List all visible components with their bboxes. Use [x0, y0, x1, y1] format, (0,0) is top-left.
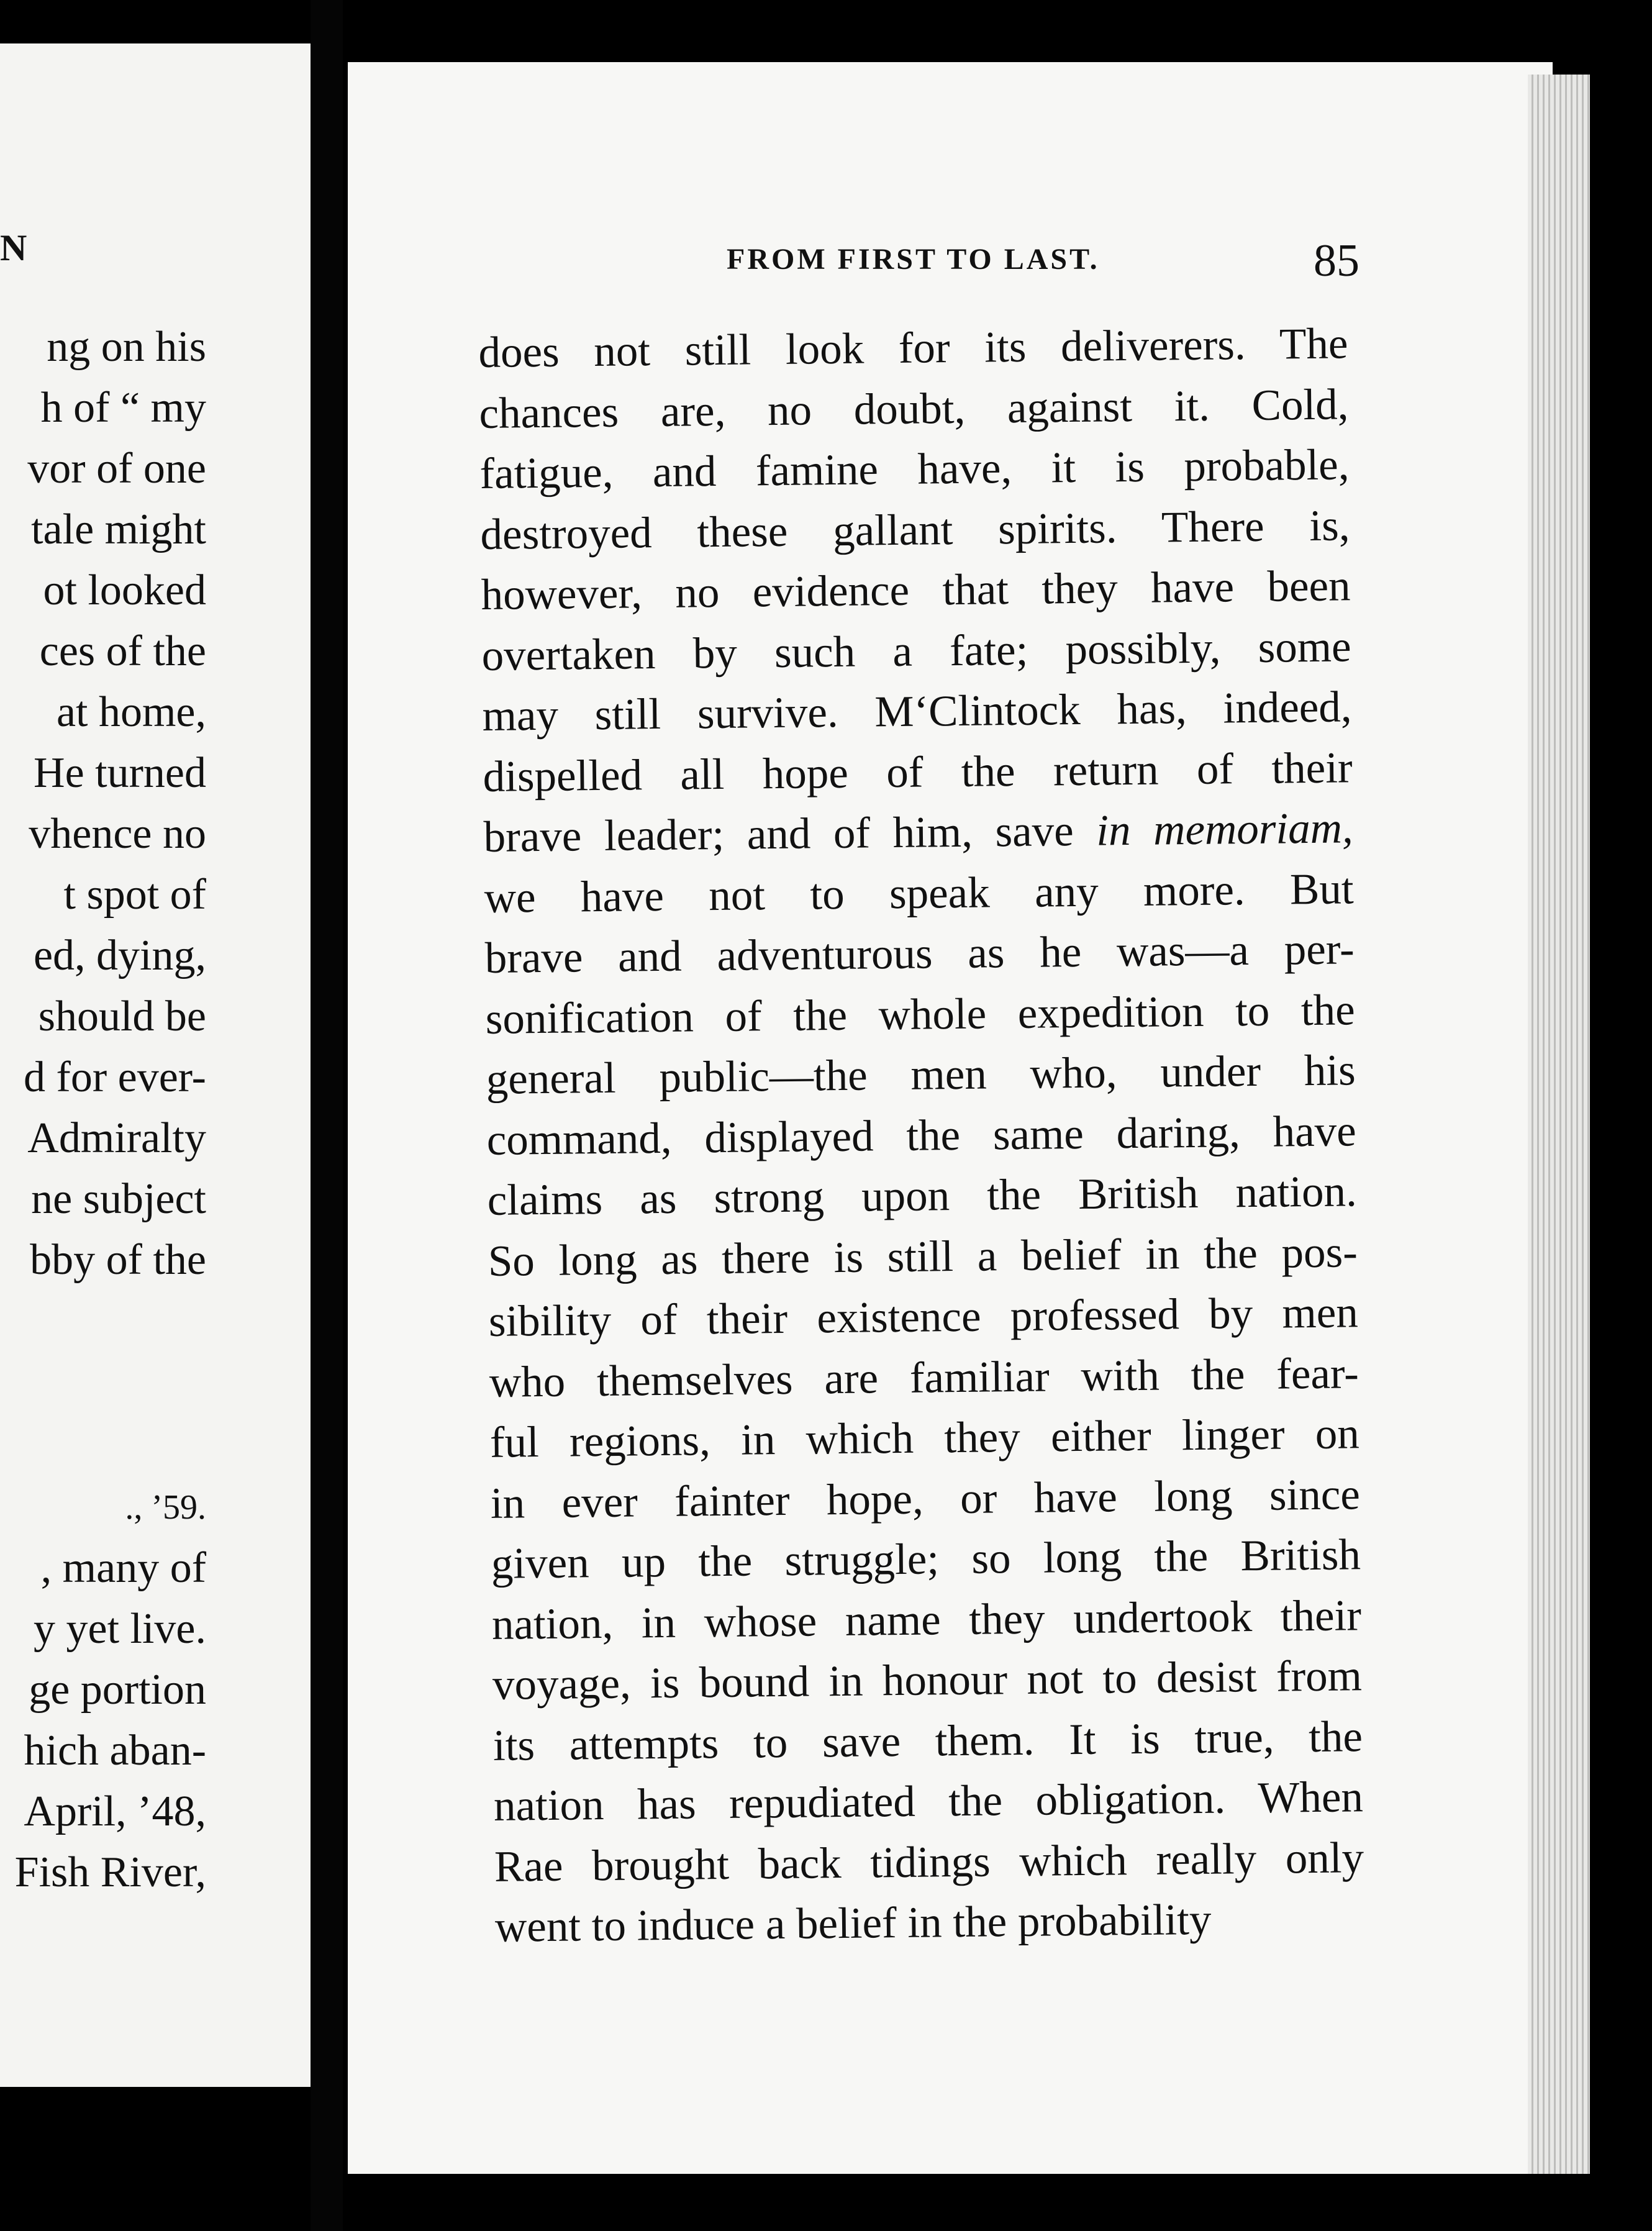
left-line: April, ’48, [24, 1788, 206, 1835]
text-line: went to induce a belief in the probability [494, 1895, 1212, 1952]
text-line: chances are, no doubt, against it. Cold, [479, 379, 1349, 438]
text-line: So long as there is still a belief in the pos- [488, 1227, 1358, 1286]
left-line: at home, [56, 688, 206, 736]
left-line: ge portion [29, 1666, 206, 1714]
text-line: nation has repudiated the obligation. When [493, 1773, 1364, 1830]
text-line: does not still look for its deliverers. The [478, 319, 1348, 377]
left-line: ot looked [43, 566, 206, 614]
left-line: , many of [40, 1544, 206, 1592]
page-number: 85 [1314, 235, 1359, 286]
text-line: its attempts to save them. It is true, the [492, 1712, 1363, 1770]
text-fragment: brave leader; and of him, save [483, 807, 1074, 861]
text-line: general public—the men who, under his [486, 1046, 1356, 1104]
left-line: should be [38, 993, 206, 1040]
text-line: command, displayed the same daring, have [486, 1106, 1357, 1165]
left-line: ces of the [39, 627, 206, 675]
text-line: in ever fainter hope, or have long since [490, 1470, 1361, 1528]
text-line-with-italic [483, 798, 1353, 868]
page-edges [1528, 75, 1590, 2174]
text-line: however, no evidence that they have been [481, 561, 1351, 619]
running-head: FROM FIRST TO LAST. [727, 243, 1100, 276]
book-gutter [311, 0, 343, 2231]
text-line: ful regions, in which they either linger on [489, 1409, 1360, 1467]
left-blank-gap [0, 1291, 206, 1477]
text-line: brave and adventurous as he was—a per- [484, 925, 1355, 983]
text-line: overtaken by such a fate; possibly, some [481, 622, 1351, 680]
left-line: ne subject [31, 1175, 206, 1223]
left-line: Admiralty [27, 1114, 206, 1162]
text-line: dispelled all hope of the return of their [483, 743, 1353, 801]
text-line: claims as strong upon the British nation. [487, 1167, 1358, 1225]
left-line: ng on his [47, 323, 206, 371]
left-running-head-fragment: N [0, 227, 29, 268]
body-text [478, 314, 1364, 1958]
left-line: bby of the [30, 1236, 206, 1284]
text-line: destroyed these gallant spirits. There is, [480, 501, 1350, 559]
text-line: sonification of the whole expedition to the [485, 985, 1356, 1043]
left-line: He turned [34, 749, 206, 797]
left-line: tale might [31, 506, 206, 553]
text-line: voyage, is bound in honour not to desist from [492, 1652, 1363, 1709]
text-line: may still survive. M‘Clintock has, indeed, [482, 683, 1352, 740]
left-line: hich aban- [24, 1727, 206, 1774]
left-line: ed, dying, [33, 932, 206, 979]
text-line: we have not to speak any more. But [484, 864, 1355, 922]
text-line: fatigue, and famine have, it is probable, [479, 440, 1350, 498]
left-line: t spot of [63, 871, 206, 919]
italic-phrase: in memoriam, [1096, 804, 1354, 855]
left-line: vor of one [27, 445, 206, 493]
text-line: who themselves are familiar with the fear- [489, 1348, 1359, 1407]
text-line: nation, in whose name they undertook their [491, 1591, 1362, 1649]
left-line: Fish River, [14, 1848, 206, 1896]
text-line: given up the struggle; so long the British [491, 1530, 1361, 1588]
left-footnote-date: ., ’59. [125, 1488, 206, 1527]
left-line: vhence no [29, 810, 206, 858]
left-line: h of “ my [40, 384, 206, 432]
left-page-text [0, 317, 206, 1903]
left-page [0, 43, 311, 2087]
left-line: d for ever- [24, 1053, 206, 1101]
text-line: sibility of their existence professed by men [488, 1288, 1359, 1346]
left-line: y yet live. [34, 1605, 206, 1653]
text-line: Rae brought back tidings which really only [494, 1833, 1364, 1891]
